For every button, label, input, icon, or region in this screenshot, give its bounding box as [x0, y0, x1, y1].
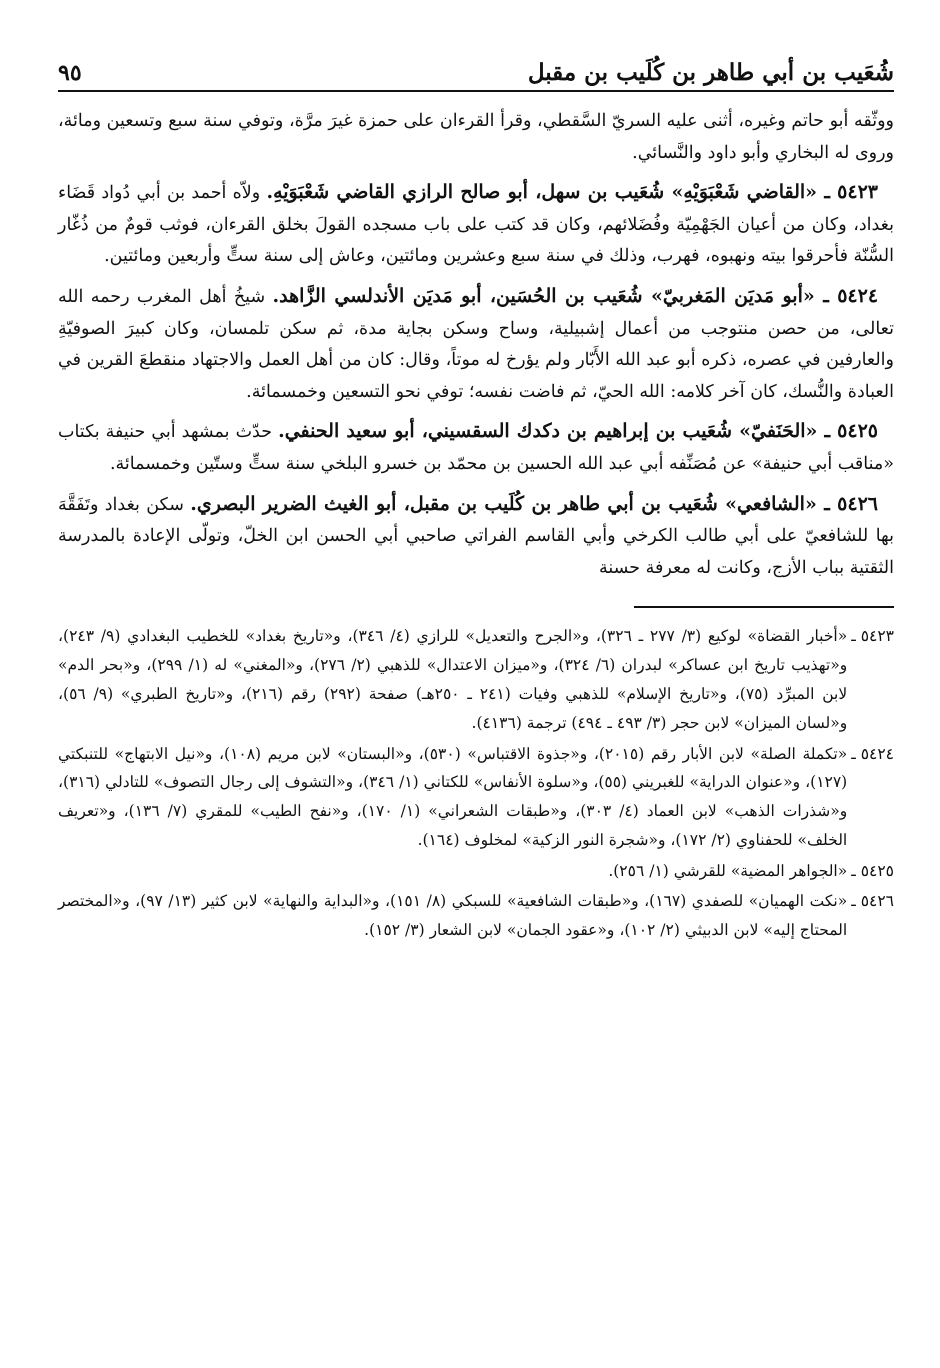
entry-5425: ٥٤٢٥ ـ «الحَنَفيّ» شُعَيب بن إبراهيم بن دكدك السقسيني، أبو سعيد الحنفي. حدّث بمشهد أبي حنيفة بكتاب «مناقب أبي حنيفة» عن مُصَنِّفه أبي عبد الله الحسين بن محمّد بن خسرو البلخي سنة ستٍّ وستّين وخمسمائة.: [58, 420, 894, 474]
footnote: [58, 887, 894, 945]
entry-number: ٥٤٢٣: [837, 181, 878, 204]
page-number: ٩٥: [58, 60, 82, 86]
entry-5423: ٥٤٢٣ ـ «القاضي شَعْبَوَيْهِ» شُعَيب بن سهل، أبو صالح الرازي القاضي شَعْبَوَيْهِ. ولاّه أحمد بن أبي دُواد قَضَاء بغداد، وكان من أعيان الجَهْمِيّة وفُضَلائهم، وكان قد كتب على باب مسجده القولَ بخلق القرءان، فوثب قومٌ من ذُغّار السُّنّة فأحرقوا بيته ونهبوه، فهرب، وذلك في سنة سبع وعشرين ومائتين، وعاش إلى سنة ستٍّ وأربعين ومائتين.: [58, 181, 894, 267]
entry-number: ٥٤٢٤: [837, 284, 879, 307]
footnote-number: ٥٤٢٤ ـ: [851, 744, 894, 763]
footnote-text: «أخبار القضاة» لوكيع (٣/ ٢٧٧ ـ ٣٢٦)، و«الجرح والتعديل» للرازي (٤/ ٣٤٦)، و«تاريخ بغداد» للخطيب البغدادي (٩/ ٢٤٣)، و«تهذيب تاريخ ابن عساكر» لبدران (٦/ ٣٢٤)، و«ميزان الاعتدال» للذهبي (٢/ ٢٧٦)، و«المغني» له (١/ ٢٩٩)، و«بحر الدم» لابن المبرِّد (٧٥)، و«تاريخ الإسلام» للذهبي وفيات (٢٤١ ـ ٢٥٠هـ) صفحة (٢٩٢) رقم (٢١٦)، و«تاريخ الطبري» (٩/ ٥٦)، و«لسان الميزان» لابن حجر (٣/ ٤٩٣ ـ ٤٩٤) ترجمة (٤١٣٦).: [58, 627, 848, 732]
footnote-number: ٥٤٢٥ ـ: [851, 861, 894, 880]
footnote-number: ٥٤٢٦ ـ: [851, 892, 894, 911]
entry-text: ولاّه أحمد بن أبي دُواد قَضَاء بغداد، وكان من أعيان الجَهْمِيّة وفُضَلائهم، وكان قد كتب على باب مسجده القولَ بخلق القرءان، فوثب قومٌ من ذُغّار السُّنّة فأحرقوا بيته ونهبوه، فهرب، وذلك في سنة سبع وعشرين ومائتين، وعاش إلى سنة ستٍّ وأربعين ومائتين.: [58, 183, 894, 267]
continuation-paragraph: ووثّقه أبو حاتم وغيره، أثنى عليه السريّ السَّقطي، وقرأ القرءان على حمزة غيرَ مرَّة، وتوفي سنة سبع وتسعين ومائة، وروى له البخاري وأبو داود والنَّسائي.: [58, 111, 894, 163]
entry-heading: «القاضي شَعْبَوَيْهِ» شُعَيب بن سهل، أبو صالح الرازي القاضي شَعْبَوَيْهِ.: [266, 181, 818, 204]
entry-number: ٥٤٢٥: [837, 420, 878, 443]
footnote-rule: [634, 606, 894, 608]
entry-5424: ٥٤٢٤ ـ «أبو مَديَن المَغربيّ» شُعَيب بن الحُسَين، أبو مَديَن الأندلسي الزَّاهد. شيخُ أهل المغرب رحمه الله تعالى، من حصن منتوجب من أعمال إشبيلية، وساح وسكن بجاية مدة، ثم سكن تلمسان، وكان كبيرَ الصوفيّةِ والعارفين في عصره، ذكره أبو عبد الله الأَبّار ولم يؤرخ له موتاً، وقال: كان من أهل العمل والاجتهاد منقطعَ القرين في العبادة والنُّسك، كان آخر كلامه: الله الحيّ، ثم فاضت نفسه؛ توفي نحو التسعين وخمسمائة.: [58, 284, 894, 402]
main-text: [58, 106, 894, 584]
running-head: شُعَيب بن أبي طاهر بن كُلَيب بن مقبل: [527, 59, 894, 86]
footnote: [58, 622, 894, 737]
entry-5426: ٥٤٢٦ ـ «الشافعي» شُعَيب بن أبي طاهر بن كُلَيب بن مقبل، أبو الغيث الضرير البصري. سكن بغداد وتَفَقَّهَ بها للشافعيّ على أبي طالب الكرخي وأبي القاسم الفراتي صاحبي أبي الحسن ابن الخلّ، وتولّى الإعادة بالمدرسة الثقتية بباب الأزج، وكانت له معرفة حسنة: [58, 492, 894, 578]
entry-heading: «الشافعي» شُعَيب بن أبي طاهر بن كُلَيب بن مقبل، أبو الغيث الضرير البصري.: [190, 492, 817, 515]
entry-heading: «الحَنَفيّ» شُعَيب بن إبراهيم بن دكدك السقسيني، أبو سعيد الحنفي.: [278, 420, 818, 443]
entry-text: شيخُ أهل المغرب رحمه الله تعالى، من حصن منتوجب من أعمال إشبيلية، وساح وسكن بجاية مدة، ثم سكن تلمسان، وكان كبيرَ الصوفيّةِ والعارفين في عصره، ذكره أبو عبد الله الأَبّار ولم يؤرخ له موتاً، وقال: كان من أهل العمل والاجتهاد منقطعَ القرين في العبادة والنُّسك، كان آخر كلامه: الله الحيّ، ثم فاضت نفسه؛ توفي نحو التسعين وخمسمائة.: [58, 286, 894, 402]
entry-number: ٥٤٢٦: [837, 492, 878, 515]
entry-text: سكن بغداد وتَفَقَّهَ بها للشافعيّ على أبي طالب الكرخي وأبي القاسم الفراتي صاحبي أبي الحسن ابن الخلّ، وتولّى الإعادة بالمدرسة الثقتية بباب الأزج، وكانت له معرفة حسنة: [58, 494, 894, 578]
entry-heading: «أبو مَديَن المَغربيّ» شُعَيب بن الحُسَين، أبو مَديَن الأندلسي الزَّاهد.: [272, 284, 815, 307]
page-header: [58, 40, 894, 92]
footnote-text: «نكت الهميان» للصفدي (١٦٧)، و«طبقات الشافعية» للسبكي (٨/ ١٥١)، و«البداية والنهاية» لابن كثير (١٣/ ٩٧)، و«المختصر المحتاج إليه» لابن الدبيثي (٢/ ١٠٢)، و«عقود الجمان» لابن الشعار (٣/ ١٥٢).: [58, 892, 848, 940]
footnote-number: ٥٤٢٣ ـ: [851, 627, 894, 646]
footnote-text: «تكملة الصلة» لابن الأبار رقم (٢٠١٥)، و«جذوة الاقتباس» (٥٣٠)، و«البستان» لابن مريم (١٠٨)، و«نيل الابتهاج» للتنبكتي (١٢٧)، و«عنوان الدراية» للغبريني (٥٥)، و«سلوة الأنفاس» للكتاني (١/ ٣٤٦)، و«التشوف إلى رجال التصوف» للتادلي (٣١٦)، و«شذرات الذهب» لابن العماد (٤/ ٣٠٣)، و«طبقات الشعراني» (١/ ١٧٠)، و«نفح الطيب» للمقري (٧/ ١٣٦)، و«تعريف الخلف» للحفناوي (٢/ ١٧٢)، و«شجرة النور الزكية» لمخلوف (١٦٤).: [58, 744, 848, 849]
book-page: [58, 40, 894, 1350]
footnote-text: «الجواهر المضية» للقرشي (١/ ٢٥٦).: [608, 861, 848, 880]
footnote: [58, 857, 894, 886]
entry-text: حدّث بمشهد أبي حنيفة بكتاب «مناقب أبي حنيفة» عن مُصَنِّفه أبي عبد الله الحسين بن محمّد بن خسرو البلخي سنة ستٍّ وستّين وخمسمائة.: [58, 422, 894, 474]
footnote: [58, 740, 894, 855]
footnotes: [58, 622, 894, 945]
